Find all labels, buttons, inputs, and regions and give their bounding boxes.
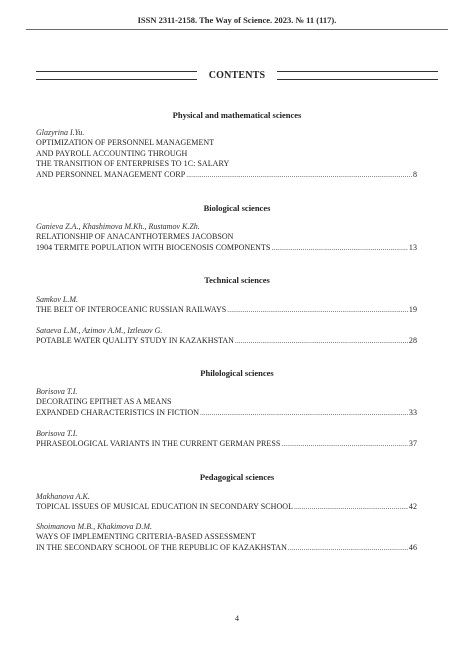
entry-authors: Sataeva L.M., Azimov A.M., Iztleuov G. [36, 326, 163, 335]
entry-authors: Borisova T.I. [36, 429, 78, 438]
entry-title-line: THE TRANSITION OF ENTERPRISES TO 1C: SALARY [36, 159, 230, 168]
toc-entry[interactable] [36, 522, 417, 553]
dot-leader [200, 408, 408, 419]
entry-title-line: IN THE SECONDARY SCHOOL OF THE REPUBLIC OF KAZAKHSTAN [36, 542, 287, 552]
entry-title-line-last [36, 439, 417, 450]
entry-page-number: 13 [408, 242, 417, 252]
entry-title-line: TOPICAL ISSUES OF MUSICAL EDUCATION IN SECONDARY SCHOOL [36, 502, 294, 511]
entry-title-line: WAYS OF IMPLEMENTING CRITERIA-BASED ASSESSMENT [36, 532, 256, 541]
entry-page-number: 42 [408, 502, 417, 511]
entry-title-line-last [36, 305, 417, 316]
entry-title-line-last [36, 243, 417, 254]
entry-page-number: 8 [412, 169, 417, 179]
entry-title-line-last [36, 336, 417, 347]
entry-title-line-last [36, 502, 417, 513]
toc-entry[interactable] [36, 387, 417, 418]
toc-entry[interactable] [36, 429, 417, 450]
section-heading: Technical sciences [204, 275, 270, 285]
entry-authors: Glazyrina I.Yu. [36, 128, 85, 137]
toc-entry[interactable] [36, 128, 417, 180]
toc-entry[interactable] [36, 492, 417, 513]
entry-page-number: 19 [408, 305, 417, 314]
contents-rule-left [36, 71, 197, 80]
entry-title-line: OPTIMIZATION OF PERSONNEL MANAGEMENT [36, 138, 215, 147]
section-heading: Philological sciences [200, 368, 274, 378]
contents-title: CONTENTS [208, 69, 266, 81]
entry-title-line: DECORATING EPITHET AS A MEANS [36, 397, 172, 406]
entry-title-line: AND PAYROLL ACCOUNTING THROUGH [36, 148, 188, 158]
entry-title-line: EXPANDED CHARACTERISTICS IN FICTION [36, 407, 200, 417]
toc-entry[interactable] [36, 222, 417, 253]
entry-page-number: 46 [408, 542, 417, 552]
entry-authors: Shoimanova M.B., Khakimova D.M. [36, 522, 152, 531]
entry-title-line-last [36, 543, 417, 554]
dot-leader [271, 243, 407, 254]
entry-title-line: THE BELT OF INTEROCEANIC RUSSIAN RAILWAYS [36, 305, 227, 314]
dot-leader [288, 543, 408, 554]
entry-title-line: RELATIONSHIP OF ANACANTHOTERMES JACOBSON [36, 232, 234, 241]
entry-title-line: 1904 TERMITE POPULATION WITH BIOCENOSIS COMPONENTS [36, 242, 271, 252]
section-heading: Pedagogical sciences [199, 472, 275, 482]
toc-entry[interactable] [36, 295, 417, 316]
journal-header: ISSN 2311-2158. The Way of Science. 2023. № 11 (117). [137, 15, 337, 25]
entry-title-line-last [36, 170, 417, 181]
entry-authors: Borisova T.I. [36, 387, 78, 396]
dot-leader [186, 170, 412, 181]
entry-authors: Makhanova A.K. [36, 492, 90, 501]
entry-title-line: PHRASEOLOGICAL VARIANTS IN THE CURRENT GERMAN PRESS [36, 439, 281, 448]
entry-page-number: 33 [408, 407, 417, 417]
entry-page-number: 28 [408, 336, 417, 345]
entry-title-line: AND PERSONNEL MANAGEMENT CORP [36, 169, 186, 179]
entry-authors: Samkov L.M. [36, 295, 78, 304]
dot-leader [235, 336, 408, 347]
dot-leader [281, 439, 408, 450]
entry-title-line-last [36, 408, 417, 419]
dot-leader [294, 502, 408, 513]
section-heading: Physical and mathematical sciences [172, 110, 302, 120]
header-rule [26, 29, 448, 30]
entry-authors: Ganieva Z.A., Khashimova M.Kh., Rustamov K.Zh. [36, 222, 200, 231]
dot-leader [227, 305, 408, 316]
contents-rule-right [277, 71, 438, 80]
page-number: 4 [235, 614, 239, 623]
contents-heading-row [36, 68, 438, 82]
entry-title-line: POTABLE WATER QUALITY STUDY IN KAZAKHSTAN [36, 336, 235, 345]
section-heading: Biological sciences [203, 203, 271, 213]
toc-entry[interactable] [36, 326, 417, 347]
entry-page-number: 37 [408, 439, 417, 448]
